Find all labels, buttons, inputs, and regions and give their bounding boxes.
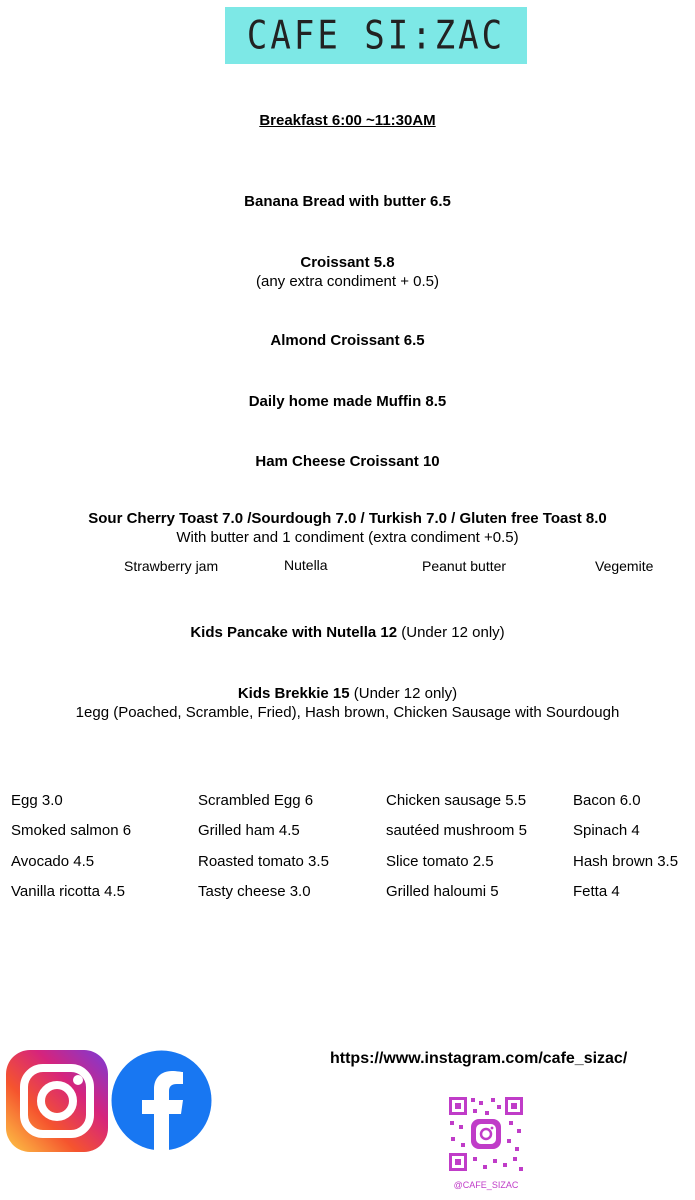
condiment-strawberry-jam: Strawberry jam bbox=[124, 558, 219, 574]
extra-item: Hash brown 3.5 bbox=[573, 853, 679, 870]
qr-caption: @CAFE_SIZAC bbox=[453, 1180, 519, 1190]
kids-brekkie-label: Kids Brekkie 15 bbox=[237, 685, 350, 702]
extra-item: Bacon 6.0 bbox=[573, 792, 641, 809]
section-title: Breakfast 6:00 ~11:30AM bbox=[259, 112, 436, 129]
extra-item: Grilled haloumi 5 bbox=[386, 883, 499, 900]
extra-item: Vanilla ricotta 4.5 bbox=[11, 883, 125, 900]
cafe-logo bbox=[225, 7, 527, 64]
menu-item-kids-brekkie bbox=[0, 685, 695, 702]
instagram-icon[interactable] bbox=[6, 1050, 108, 1152]
condiment-vegemite: Vegemite bbox=[595, 558, 654, 574]
extra-item: Avocado 4.5 bbox=[11, 853, 95, 870]
kids-brekkie-note: (Under 12 only) bbox=[349, 685, 458, 702]
cafe-logo-text: CAFE SI:ZAC bbox=[246, 12, 506, 59]
menu-item-croissant-note: (any extra condiment + 0.5) bbox=[255, 273, 439, 290]
menu-item-croissant: Croissant 5.8 bbox=[300, 254, 395, 271]
extra-item: sautéed mushroom 5 bbox=[386, 822, 527, 839]
extra-item: Spinach 4 bbox=[573, 822, 640, 839]
extra-item: Egg 3.0 bbox=[11, 792, 63, 809]
condiment-peanut-butter: Peanut butter bbox=[422, 558, 507, 574]
menu-item-toast: Sour Cherry Toast 7.0 /Sourdough 7.0 / Turkish 7.0 / Gluten free Toast 8.0 bbox=[88, 510, 607, 527]
menu-item-kids-pancake bbox=[0, 624, 695, 641]
extra-item: Fetta 4 bbox=[573, 883, 620, 900]
extra-item: Scrambled Egg 6 bbox=[198, 792, 314, 809]
menu-item-kids-brekkie-desc: 1egg (Poached, Scramble, Fried), Hash brown, Chicken Sausage with Sourdough bbox=[75, 704, 620, 721]
instagram-url[interactable]: https://www.instagram.com/cafe_sizac/ bbox=[330, 1050, 628, 1067]
extra-item: Chicken sausage 5.5 bbox=[386, 792, 527, 809]
menu-item-toast-note: With butter and 1 condiment (extra condiment +0.5) bbox=[176, 529, 519, 546]
menu-item-muffin: Daily home made Muffin 8.5 bbox=[248, 393, 447, 410]
extra-item: Slice tomato 2.5 bbox=[386, 853, 494, 870]
facebook-icon[interactable] bbox=[111, 1050, 212, 1151]
extra-item: Roasted tomato 3.5 bbox=[198, 853, 329, 870]
kids-pancake-label: Kids Pancake with Nutella 12 bbox=[190, 624, 398, 641]
kids-pancake-note: (Under 12 only) bbox=[397, 624, 505, 641]
qr-code[interactable] bbox=[447, 1095, 525, 1173]
menu-item-almond-croissant: Almond Croissant 6.5 bbox=[270, 332, 425, 349]
menu-item-banana-bread: Banana Bread with butter 6.5 bbox=[244, 193, 451, 210]
extra-item: Tasty cheese 3.0 bbox=[198, 883, 311, 900]
menu-item-ham-cheese-croissant: Ham Cheese Croissant 10 bbox=[255, 453, 440, 470]
extra-item: Smoked salmon 6 bbox=[11, 822, 132, 839]
extra-item: Grilled ham 4.5 bbox=[198, 822, 300, 839]
condiment-nutella: Nutella bbox=[284, 557, 328, 573]
